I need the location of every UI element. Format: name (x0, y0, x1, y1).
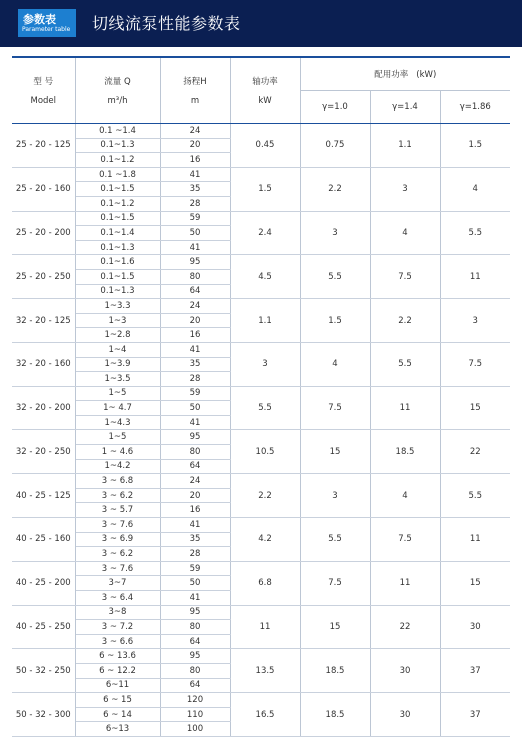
page-title: 切线流泵性能参数表 (92, 14, 241, 33)
model-cell: 40 - 25 - 200 (12, 561, 75, 605)
flow-cell: 0.1 ~1.4 (75, 124, 160, 139)
head-cell: 35 (160, 357, 230, 372)
head-cell: 20 (160, 488, 230, 503)
table-row (12, 561, 510, 576)
power-gamma-1-4-cell: 1.1 (370, 124, 440, 168)
header-shaft-power (230, 58, 300, 124)
table-row (12, 211, 510, 226)
shaft-power-cell: 10.5 (230, 430, 300, 474)
power-gamma-1-4-cell: 2.2 (370, 299, 440, 343)
model-cell: 40 - 25 - 160 (12, 518, 75, 562)
header-head-unit: m (190, 96, 200, 106)
model-cell: 50 - 32 - 250 (12, 649, 75, 693)
header-model-en: Model (30, 96, 57, 106)
flow-cell: 1~4.3 (75, 415, 160, 430)
flow-cell: 6 ~ 12.2 (75, 663, 160, 678)
model-cell: 50 - 32 - 300 (12, 693, 75, 737)
head-cell: 41 (160, 518, 230, 533)
table-row (12, 649, 510, 664)
model-cell: 40 - 25 - 250 (12, 605, 75, 649)
head-cell: 20 (160, 138, 230, 153)
head-cell: 80 (160, 445, 230, 460)
power-gamma-1-0-cell: 18.5 (300, 693, 370, 737)
flow-cell: 0.1~1.2 (75, 196, 160, 211)
power-gamma-1-86-cell: 5.5 (440, 211, 510, 255)
flow-cell: 1~3.3 (75, 299, 160, 314)
model-cell: 32 - 20 - 125 (12, 299, 75, 343)
flow-cell: 0.1 ~1.8 (75, 167, 160, 182)
head-cell: 16 (160, 503, 230, 518)
header-head (160, 58, 230, 124)
header-model (12, 58, 75, 124)
flow-cell: 6~11 (75, 678, 160, 693)
power-gamma-1-86-cell: 7.5 (440, 342, 510, 386)
shaft-power-cell: 11 (230, 605, 300, 649)
power-gamma-1-0-cell: 5.5 (300, 255, 370, 299)
flow-cell: 3 ~ 6.6 (75, 634, 160, 649)
flow-cell: 0.1~1.6 (75, 255, 160, 270)
flow-cell: 0.1~1.3 (75, 240, 160, 255)
head-cell: 35 (160, 532, 230, 547)
model-cell: 40 - 25 - 125 (12, 474, 75, 518)
table-row (12, 124, 510, 139)
shaft-power-cell: 3 (230, 342, 300, 386)
table-row (12, 386, 510, 401)
head-cell: 24 (160, 299, 230, 314)
table-row (12, 693, 510, 708)
flow-cell: 1~3 (75, 313, 160, 328)
flow-cell: 1~3.5 (75, 372, 160, 387)
power-gamma-1-4-cell: 4 (370, 474, 440, 518)
flow-cell: 1~ 4.7 (75, 401, 160, 416)
shaft-power-cell: 4.2 (230, 518, 300, 562)
flow-cell: 3 ~ 5.7 (75, 503, 160, 518)
flow-cell: 0.1~1.4 (75, 226, 160, 241)
head-cell: 16 (160, 153, 230, 168)
flow-cell: 3~8 (75, 605, 160, 620)
head-cell: 20 (160, 313, 230, 328)
flow-cell: 0.1~1.2 (75, 153, 160, 168)
flow-cell: 3 ~ 7.6 (75, 561, 160, 576)
power-gamma-1-86-cell: 4 (440, 167, 510, 211)
flow-cell: 1~5 (75, 430, 160, 445)
power-gamma-1-4-cell: 22 (370, 605, 440, 649)
table-row (12, 255, 510, 270)
table-row (12, 518, 510, 533)
power-gamma-1-0-cell: 0.75 (300, 124, 370, 168)
shaft-power-cell: 16.5 (230, 693, 300, 737)
head-cell: 64 (160, 459, 230, 474)
flow-cell: 3 ~ 6.2 (75, 547, 160, 562)
flow-cell: 6~13 (75, 722, 160, 737)
head-cell: 59 (160, 561, 230, 576)
model-cell: 25 - 20 - 125 (12, 124, 75, 168)
power-gamma-1-86-cell: 3 (440, 299, 510, 343)
head-cell: 35 (160, 182, 230, 197)
model-cell: 25 - 20 - 250 (12, 255, 75, 299)
head-cell: 64 (160, 634, 230, 649)
power-gamma-1-86-cell: 22 (440, 430, 510, 474)
power-gamma-1-0-cell: 7.5 (300, 386, 370, 430)
model-cell: 25 - 20 - 200 (12, 211, 75, 255)
head-cell: 95 (160, 255, 230, 270)
flow-cell: 1 ~ 4.6 (75, 445, 160, 460)
power-gamma-1-4-cell: 30 (370, 649, 440, 693)
head-cell: 41 (160, 415, 230, 430)
shaft-power-cell: 1.1 (230, 299, 300, 343)
power-gamma-1-86-cell: 1.5 (440, 124, 510, 168)
head-cell: 16 (160, 328, 230, 343)
badge-subtitle: Parameter table (22, 26, 71, 33)
power-gamma-1-0-cell: 3 (300, 211, 370, 255)
flow-cell: 0.1~1.3 (75, 138, 160, 153)
title-bar (0, 0, 522, 47)
section-badge (18, 9, 76, 37)
power-gamma-1-0-cell: 1.5 (300, 299, 370, 343)
power-gamma-1-86-cell: 15 (440, 561, 510, 605)
head-cell: 24 (160, 474, 230, 489)
power-gamma-1-86-cell: 11 (440, 255, 510, 299)
flow-cell: 6 ~ 15 (75, 693, 160, 708)
flow-cell: 1~3.9 (75, 357, 160, 372)
flow-cell: 0.1~1.5 (75, 211, 160, 226)
power-gamma-1-0-cell: 15 (300, 430, 370, 474)
flow-cell: 3 ~ 7.6 (75, 518, 160, 533)
flow-cell: 3~7 (75, 576, 160, 591)
head-cell: 41 (160, 167, 230, 182)
power-gamma-1-4-cell: 7.5 (370, 518, 440, 562)
power-gamma-1-86-cell: 15 (440, 386, 510, 430)
header-shaft-cn: 轴功率 (252, 77, 278, 87)
head-cell: 28 (160, 547, 230, 562)
flow-cell: 1~4 (75, 342, 160, 357)
power-gamma-1-0-cell: 5.5 (300, 518, 370, 562)
power-gamma-1-0-cell: 3 (300, 474, 370, 518)
head-cell: 95 (160, 649, 230, 664)
header-flow (75, 58, 160, 124)
shaft-power-cell: 5.5 (230, 386, 300, 430)
flow-cell: 1~4.2 (75, 459, 160, 474)
power-gamma-1-86-cell: 30 (440, 605, 510, 649)
parameter-table (12, 58, 510, 737)
head-cell: 110 (160, 707, 230, 722)
header-flow-cn: 流量 Q (104, 77, 131, 87)
power-gamma-1-4-cell: 3 (370, 167, 440, 211)
shaft-power-cell: 4.5 (230, 255, 300, 299)
model-cell: 25 - 20 - 160 (12, 167, 75, 211)
head-cell: 64 (160, 284, 230, 299)
table-body (12, 124, 510, 737)
power-gamma-1-0-cell: 18.5 (300, 649, 370, 693)
power-gamma-1-4-cell: 30 (370, 693, 440, 737)
header-model-cn: 型 号 (33, 77, 54, 87)
head-cell: 80 (160, 620, 230, 635)
head-cell: 50 (160, 401, 230, 416)
power-gamma-1-86-cell: 11 (440, 518, 510, 562)
power-gamma-1-86-cell: 37 (440, 649, 510, 693)
head-cell: 80 (160, 269, 230, 284)
header-flow-unit: m³/h (107, 96, 128, 106)
shaft-power-cell: 2.4 (230, 211, 300, 255)
head-cell: 80 (160, 663, 230, 678)
power-gamma-1-0-cell: 7.5 (300, 561, 370, 605)
power-gamma-1-0-cell: 4 (300, 342, 370, 386)
head-cell: 50 (160, 576, 230, 591)
table-row (12, 167, 510, 182)
head-cell: 28 (160, 196, 230, 211)
power-gamma-1-4-cell: 7.5 (370, 255, 440, 299)
power-gamma-1-0-cell: 15 (300, 605, 370, 649)
power-gamma-1-4-cell: 11 (370, 561, 440, 605)
power-gamma-1-4-cell: 18.5 (370, 430, 440, 474)
head-cell: 28 (160, 372, 230, 387)
table-row (12, 342, 510, 357)
flow-cell: 0.1~1.3 (75, 284, 160, 299)
table-row (12, 474, 510, 489)
head-cell: 24 (160, 124, 230, 139)
head-cell: 64 (160, 678, 230, 693)
head-cell: 41 (160, 342, 230, 357)
head-cell: 95 (160, 430, 230, 445)
head-cell: 95 (160, 605, 230, 620)
power-gamma-1-4-cell: 5.5 (370, 342, 440, 386)
flow-cell: 3 ~ 6.8 (75, 474, 160, 489)
shaft-power-cell: 2.2 (230, 474, 300, 518)
header-gamma-1-86: γ=1.86 (440, 91, 510, 124)
table-row (12, 430, 510, 445)
flow-cell: 6 ~ 13.6 (75, 649, 160, 664)
power-gamma-1-86-cell: 37 (440, 693, 510, 737)
flow-cell: 3 ~ 6.2 (75, 488, 160, 503)
flow-cell: 1~5 (75, 386, 160, 401)
header-matched-power: 配用功率 (kW) (300, 58, 510, 91)
head-cell: 41 (160, 240, 230, 255)
head-cell: 41 (160, 591, 230, 606)
badge-title: 参数表 (23, 13, 56, 26)
shaft-power-cell: 13.5 (230, 649, 300, 693)
power-gamma-1-4-cell: 4 (370, 211, 440, 255)
head-cell: 120 (160, 693, 230, 708)
shaft-power-cell: 0.45 (230, 124, 300, 168)
flow-cell: 3 ~ 6.4 (75, 591, 160, 606)
head-cell: 59 (160, 211, 230, 226)
head-cell: 59 (160, 386, 230, 401)
header-shaft-unit: kW (258, 96, 272, 106)
power-gamma-1-4-cell: 11 (370, 386, 440, 430)
power-gamma-1-86-cell: 5.5 (440, 474, 510, 518)
model-cell: 32 - 20 - 160 (12, 342, 75, 386)
head-cell: 100 (160, 722, 230, 737)
header-gamma-1-0: γ=1.0 (300, 91, 370, 124)
model-cell: 32 - 20 - 250 (12, 430, 75, 474)
header-gamma-1-4: γ=1.4 (370, 91, 440, 124)
flow-cell: 0.1~1.5 (75, 182, 160, 197)
shaft-power-cell: 1.5 (230, 167, 300, 211)
flow-cell: 6 ~ 14 (75, 707, 160, 722)
flow-cell: 1~2.8 (75, 328, 160, 343)
head-cell: 50 (160, 226, 230, 241)
power-gamma-1-0-cell: 2.2 (300, 167, 370, 211)
table-row (12, 299, 510, 314)
flow-cell: 3 ~ 6.9 (75, 532, 160, 547)
model-cell: 32 - 20 - 200 (12, 386, 75, 430)
flow-cell: 3 ~ 7.2 (75, 620, 160, 635)
table-row (12, 605, 510, 620)
header-head-cn: 扬程H (183, 77, 207, 87)
flow-cell: 0.1~1.5 (75, 269, 160, 284)
shaft-power-cell: 6.8 (230, 561, 300, 605)
